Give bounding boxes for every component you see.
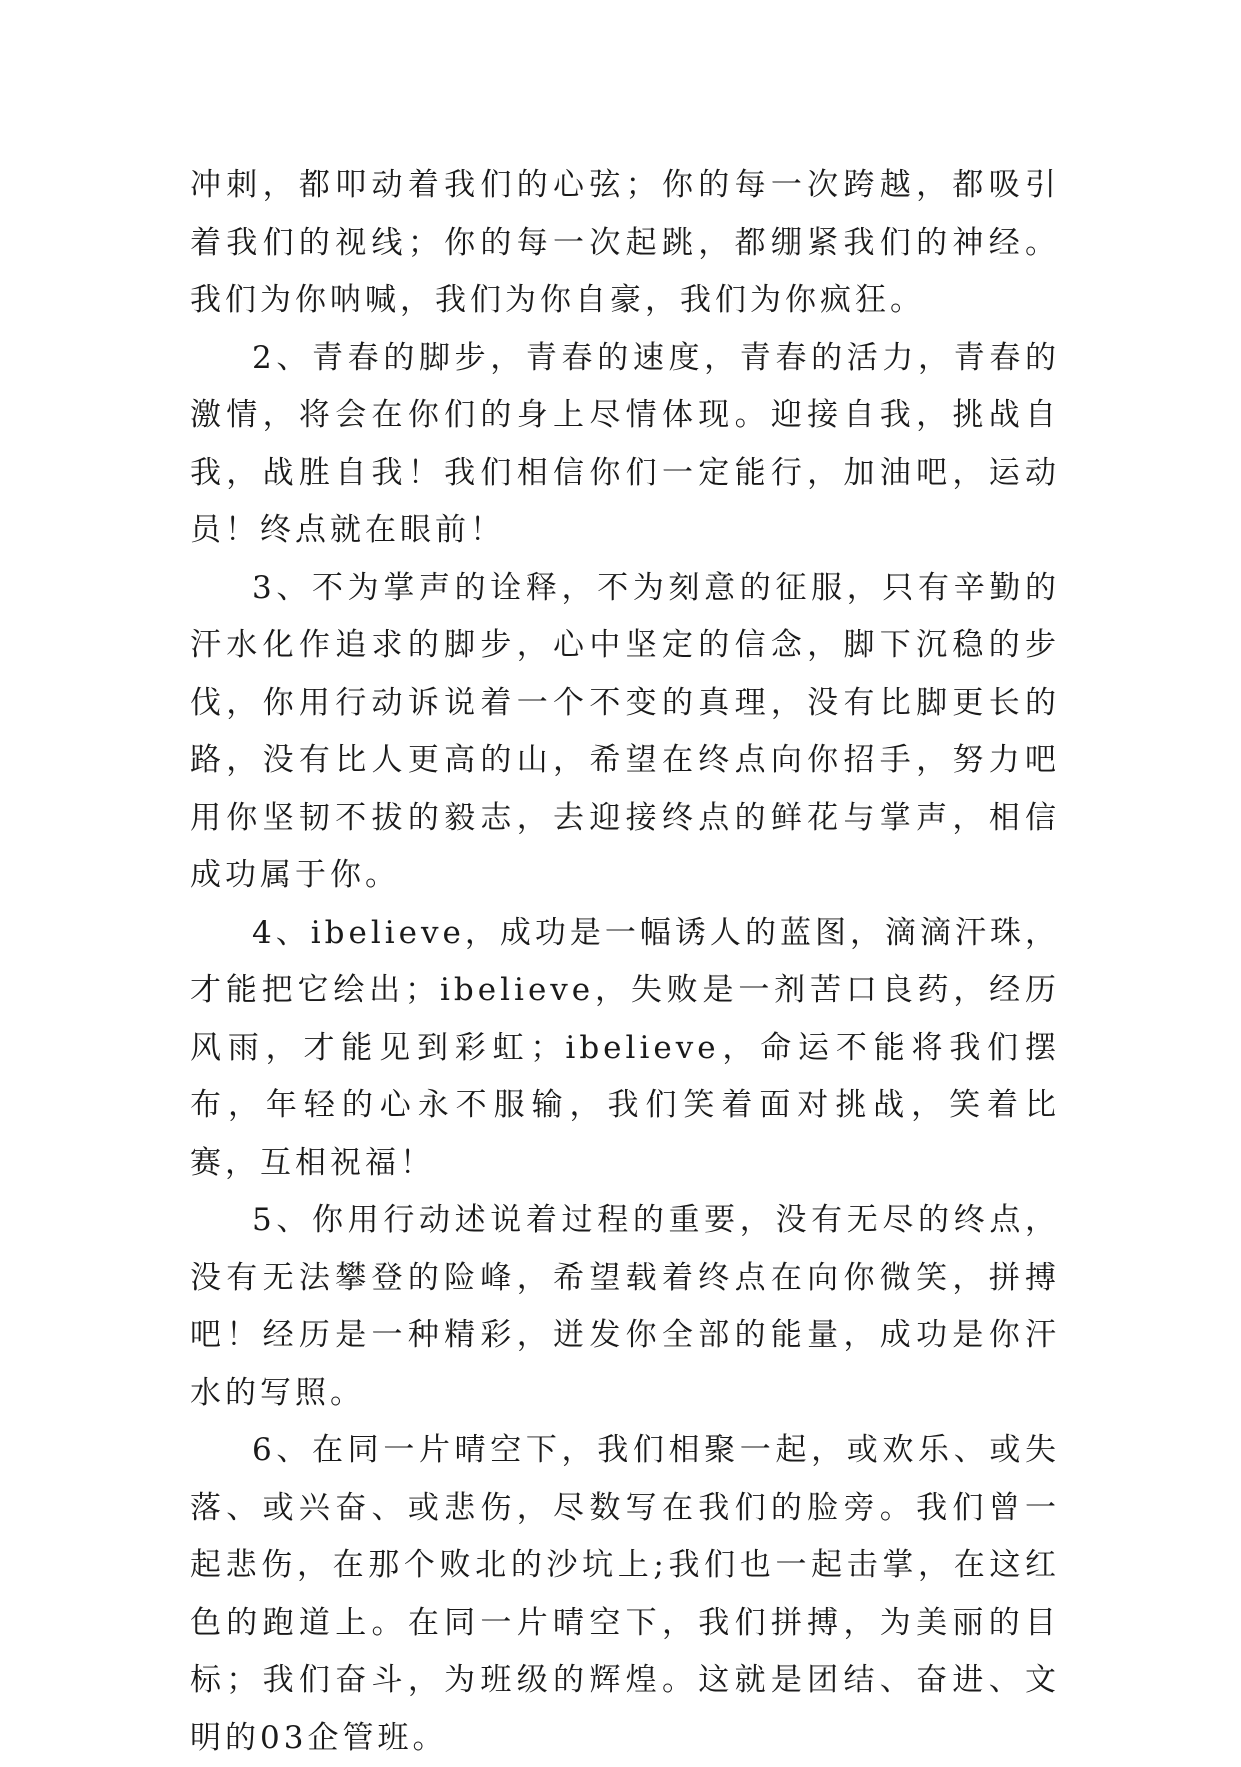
paragraph-item-4: 4、ibelieve，成功是一幅诱人的蓝图，滴滴汗珠，才能把它绘出；ibelieve，失败是一剂苦口良药，经历风雨，才能见到彩虹；ibelieve，命运不能将我们摆布，年轻的心永不服输，我们笑着面对挑战，笑着比赛，互相祝福！ bbox=[190, 914, 1060, 1181]
document-body bbox=[190, 157, 1060, 1767]
paragraph-item-2: 2、青春的脚步，青春的速度，青春的活力，青春的激情，将会在你们的身上尽情体现。迎接自我，挑战自我，战胜自我！我们相信你们一定能行，加油吧，运动员！终点就在眼前！ bbox=[190, 339, 1060, 548]
paragraph-continuation: 冲刺，都叩动着我们的心弦；你的每一次跨越，都吸引着我们的视线；你的每一次起跳，都绷紧我们的神经。我们为你呐喊，我们为你自豪，我们为你疯狂。 bbox=[190, 167, 1060, 318]
paragraph-item-5: 5、你用行动述说着过程的重要，没有无尽的终点，没有无法攀登的险峰，希望载着终点在向你微笑，拼搏吧！经历是一种精彩，迸发你全部的能量，成功是你汗水的写照。 bbox=[190, 1202, 1060, 1411]
paragraph-item-6: 6、在同一片晴空下，我们相聚一起，或欢乐、或失落、或兴奋、或悲伤，尽数写在我们的脸旁。我们曾一起悲伤，在那个败北的沙坑上;我们也一起击掌，在这红色的跑道上。在同一片晴空下，我们拼搏，为美丽的目标；我们奋斗，为班级的辉煌。这就是团结、奋进、文明的03企管班。 bbox=[190, 1432, 1060, 1756]
paragraph-item-3: 3、不为掌声的诠释，不为刻意的征服，只有辛勤的汗水化作追求的脚步，心中坚定的信念，脚下沉稳的步伐，你用行动诉说着一个不变的真理，没有比脚更长的路，没有比人更高的山，希望在终点向你招手，努力吧用你坚韧不拔的毅志，去迎接终点的鲜花与掌声，相信成功属于你。 bbox=[190, 569, 1060, 893]
